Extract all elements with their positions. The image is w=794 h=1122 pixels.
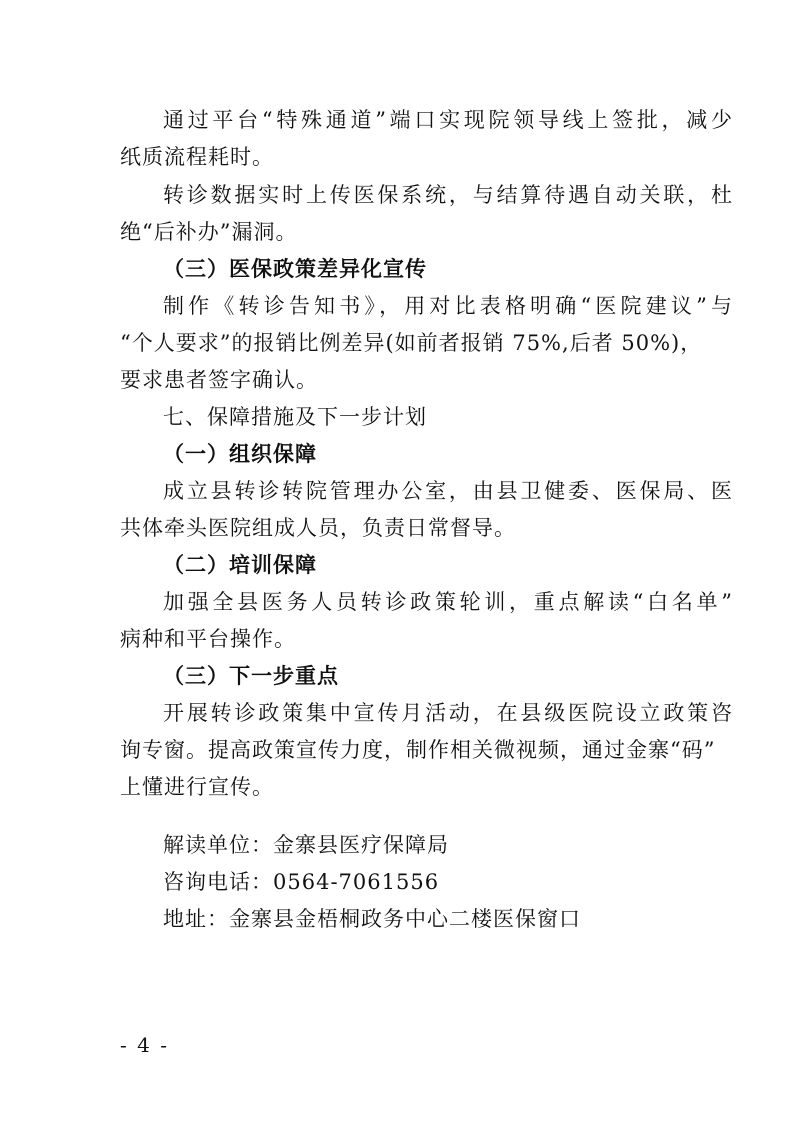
paragraph-line: 上懂进行宣传。 — [120, 775, 274, 799]
paragraph-line: 绝“后补办”漏洞。 — [120, 220, 298, 244]
paragraph-line: 病种和平台操作。 — [120, 627, 296, 651]
paragraph-line: 成立县转诊转院管理办公室，由县卫健委、医保局、医 — [163, 479, 733, 503]
paragraph-line: 制作《转诊告知书》，用对比表格明确“医院建议”与 — [163, 294, 733, 318]
section-heading: （三）医保政策差异化宣传 — [163, 257, 427, 281]
paragraph-line: 纸质流程耗时。 — [120, 145, 274, 169]
contact-address: 地址：金寨县金梧桐政务中心二楼医保窗口 — [163, 907, 581, 931]
paragraph-line: 开展转诊政策集中宣传月活动，在县级医院设立政策咨 — [163, 701, 733, 725]
paragraph-line: 要求患者签字确认。 — [120, 368, 318, 392]
paragraph-line: 共体牵头医院组成人员，负责日常督导。 — [120, 516, 516, 540]
chapter-heading: 七、保障措施及下一步计划 — [163, 405, 427, 429]
page-number: - 4 - — [120, 1033, 169, 1057]
paragraph-line: 加强全县医务人员转诊政策轮训，重点解读“白名单” — [163, 590, 733, 614]
paragraph-line: 通过平台“特殊通道”端口实现院领导线上签批，减少 — [163, 108, 733, 132]
contact-unit: 解读单位：金寨县医疗保障局 — [163, 833, 449, 857]
paragraph-line: “个人要求”的报销比例差异(如前者报销 75%,后者 50%)， — [120, 331, 703, 355]
section-heading: （二）培训保障 — [163, 553, 317, 577]
section-heading: （三）下一步重点 — [163, 664, 339, 688]
paragraph-line: 询专窗。提高政策宣传力度，制作相关微视频，通过金寨“码” — [120, 738, 716, 762]
contact-phone: 咨询电话：0564-7061556 — [163, 870, 440, 894]
section-heading: （一）组织保障 — [163, 442, 317, 466]
paragraph-line: 转诊数据实时上传医保系统，与结算待遇自动关联，杜 — [163, 183, 733, 207]
